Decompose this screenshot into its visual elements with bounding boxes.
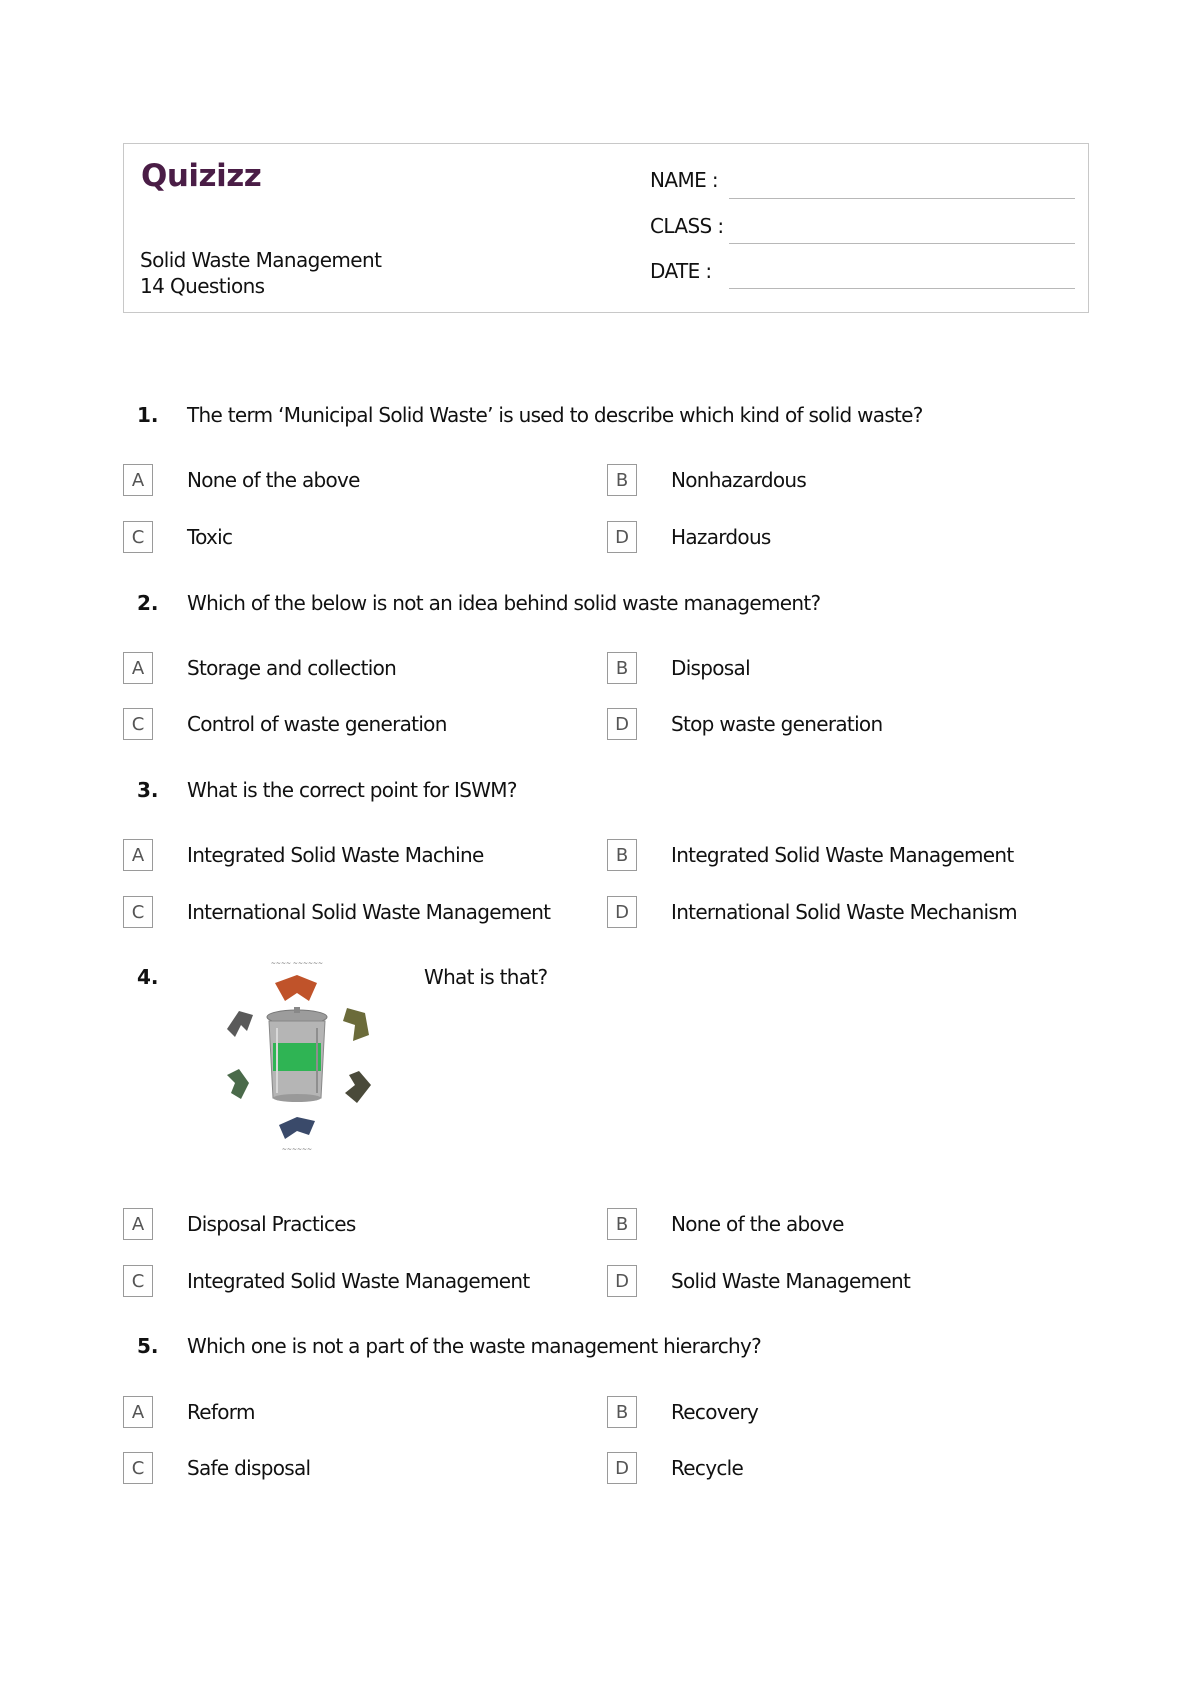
- question-number: 5.: [137, 1334, 159, 1358]
- cycle-arrow-icon: [227, 1011, 253, 1037]
- worksheet-header: [123, 143, 1089, 313]
- option-text: Hazardous: [671, 525, 771, 549]
- option-text: Recycle: [671, 1456, 744, 1480]
- option-text: International Solid Waste Management: [187, 900, 551, 924]
- option-letter: C: [123, 1452, 153, 1484]
- question-text: Which one is not a part of the waste management hierarchy?: [187, 1334, 762, 1358]
- quiz-title: Solid Waste Management: [140, 248, 382, 272]
- name-label: NAME :: [650, 168, 719, 192]
- cycle-arrow-icon: [345, 1071, 371, 1103]
- option-letter: A: [123, 652, 153, 684]
- option-letter: C: [123, 521, 153, 553]
- question-number: 1.: [137, 403, 159, 427]
- class-field[interactable]: [729, 243, 1075, 244]
- option-letter: D: [607, 521, 637, 553]
- option-letter: D: [607, 1452, 637, 1484]
- question-text: What is that?: [424, 965, 548, 989]
- option-text: Storage and collection: [187, 656, 397, 680]
- option-text: Nonhazardous: [671, 468, 807, 492]
- quizizz-logo: Quizizz: [141, 158, 262, 194]
- diagram-label: ~~~~~~: [281, 1146, 313, 1153]
- option-text: Safe disposal: [187, 1456, 311, 1480]
- option-letter: B: [607, 1208, 637, 1240]
- option-text: None of the above: [671, 1212, 844, 1236]
- option-text: Recovery: [671, 1400, 759, 1424]
- option-letter: A: [123, 1208, 153, 1240]
- question-number: 3.: [137, 778, 159, 802]
- question-count: 14 Questions: [140, 274, 265, 298]
- question-text: What is the correct point for ISWM?: [187, 778, 517, 802]
- option-text: Reform: [187, 1400, 255, 1424]
- option-letter: B: [607, 839, 637, 871]
- option-letter: C: [123, 896, 153, 928]
- class-label: CLASS :: [650, 214, 724, 238]
- bin-label: [273, 1043, 321, 1071]
- option-letter: B: [607, 1396, 637, 1428]
- option-letter: B: [607, 464, 637, 496]
- option-text: None of the above: [187, 468, 360, 492]
- option-text: Toxic: [187, 525, 233, 549]
- question-number: 2.: [137, 591, 159, 615]
- question-text: Which of the below is not an idea behind solid waste management?: [187, 591, 821, 615]
- date-field[interactable]: [729, 288, 1075, 289]
- option-letter: C: [123, 1265, 153, 1297]
- option-letter: D: [607, 708, 637, 740]
- question-text: The term ‘Municipal Solid Waste’ is used to describe which kind of solid waste?: [187, 403, 923, 427]
- option-text: Integrated Solid Waste Management: [187, 1269, 530, 1293]
- option-text: International Solid Waste Mechanism: [671, 900, 1017, 924]
- option-text: Solid Waste Management: [671, 1269, 911, 1293]
- option-letter: C: [123, 708, 153, 740]
- option-text: Disposal Practices: [187, 1212, 356, 1236]
- cycle-arrow-icon: [343, 1008, 369, 1041]
- option-text: Stop waste generation: [671, 712, 883, 736]
- option-letter: A: [123, 839, 153, 871]
- option-letter: A: [123, 464, 153, 496]
- option-text: Integrated Solid Waste Management: [671, 843, 1014, 867]
- cycle-arrow-icon: [227, 1069, 249, 1099]
- option-letter: D: [607, 1265, 637, 1297]
- option-text: Disposal: [671, 656, 750, 680]
- bin-handle: [294, 1007, 300, 1013]
- option-letter: D: [607, 896, 637, 928]
- diagram-label: ~~~~ ~~~~~~: [270, 960, 324, 967]
- date-label: DATE :: [650, 259, 712, 283]
- option-letter: A: [123, 1396, 153, 1428]
- option-text: Control of waste generation: [187, 712, 447, 736]
- name-field[interactable]: [729, 198, 1075, 199]
- waste-management-cycle-image: [197, 953, 397, 1153]
- option-letter: B: [607, 652, 637, 684]
- cycle-arrow-icon: [275, 975, 317, 1001]
- question-number: 4.: [137, 965, 159, 989]
- cycle-arrow-icon: [279, 1117, 315, 1139]
- option-text: Integrated Solid Waste Machine: [187, 843, 484, 867]
